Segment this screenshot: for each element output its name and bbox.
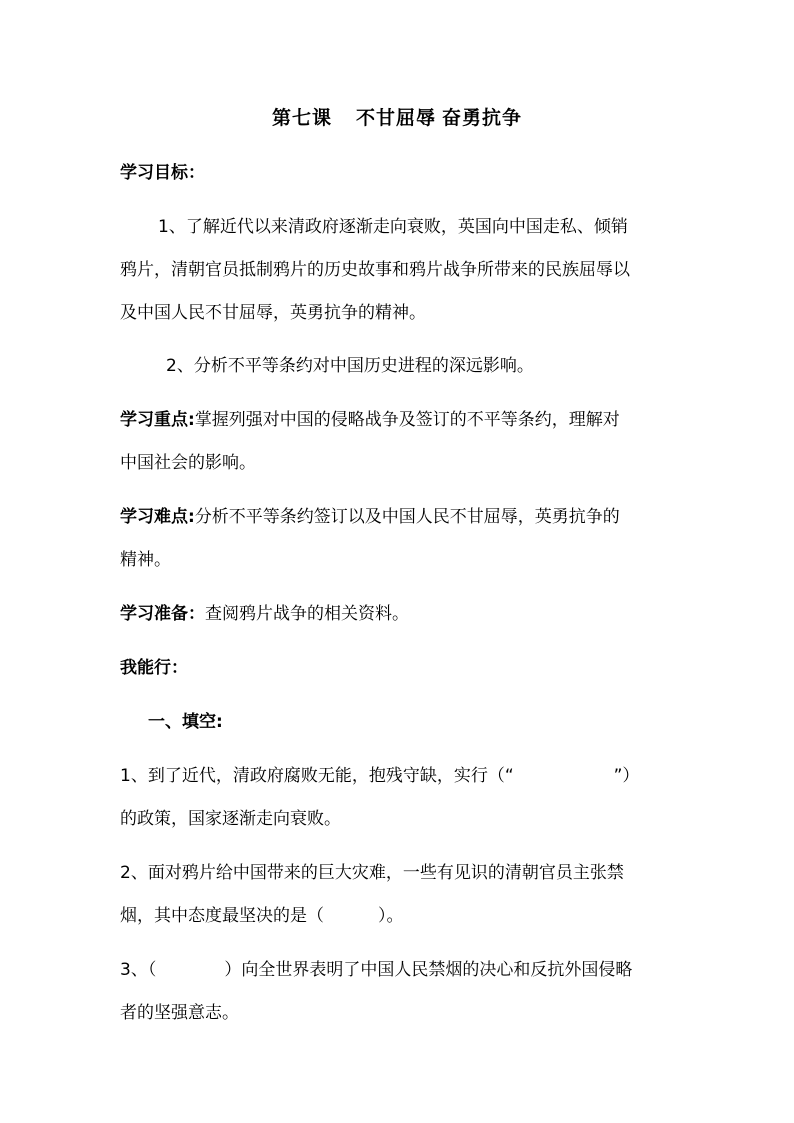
question-2-line-2 (120, 891, 700, 941)
difficult-points-line-2: 精神。 (120, 550, 171, 570)
lesson-title-part2: 奋勇抗争 (442, 107, 523, 129)
fill-in-heading (120, 697, 700, 747)
difficult-points-label: 学习难点: (120, 507, 195, 527)
lesson-title (0, 105, 794, 131)
question-1-line-2: 的政策，国家逐渐走向衰败。 (120, 809, 341, 829)
question-2-text-a: 烟，其中态度最坚决的是（ (120, 906, 324, 926)
i-can-heading (120, 643, 700, 693)
objective-1-line-2: 鸦片，清朝官员抵制鸦片的历史故事和鸦片战争所带来的民族屈辱以 (120, 260, 630, 280)
question-3-line-2: 者的坚强意志。 (120, 1003, 239, 1023)
question-1-text-b: ”） (613, 766, 640, 786)
preparation-line (120, 589, 700, 639)
question-2-text-b: ）。 (378, 906, 404, 926)
key-points-label: 学习重点: (120, 410, 195, 430)
key-points-line-2: 中国社会的影响。 (120, 453, 256, 473)
preparation-text: 查阅鸦片战争的相关资料。 (205, 604, 409, 624)
lesson-title-part1: 不甘屈辱 (355, 107, 436, 129)
objective-1-line-1: 1、了解近代以来清政府逐渐走向衰败，英国向中国走私、倾销 (158, 217, 628, 237)
preparation-label: 学习准备： (120, 604, 205, 624)
question-1-text-a: 1、到了近代，清政府腐败无能，抱残守缺，实行（“ (120, 766, 514, 786)
key-points-text: 掌握列强对中国的侵略战争及签订的不平等条约，理解对 (194, 410, 620, 430)
difficult-points-text: 分析不平等条约签订以及中国人民不甘屈辱，英勇抗争的 (194, 507, 620, 527)
objectives-heading (120, 148, 700, 198)
objective-2: 2、分析不平等条约对中国历史进程的深远影响。 (166, 356, 534, 376)
fill-in-label: 一、填空: (148, 712, 223, 732)
objective-1-line-3: 及中国人民不甘屈辱，英勇抗争的精神。 (120, 303, 426, 323)
objectives-label: 学习目标： (120, 163, 205, 183)
lesson-number: 第七课 (271, 107, 332, 129)
question-2-line-1: 2、面对鸦片给中国带来的巨大灾难，一些有见识的清朝官员主张禁 (120, 863, 624, 883)
i-can-label: 我能行： (120, 658, 188, 678)
question-3-text-a: 3、（ (120, 960, 157, 980)
question-3-text-b: ）向全世界表明了中国人民禁烟的决心和反抗外国侵略 (224, 960, 633, 980)
